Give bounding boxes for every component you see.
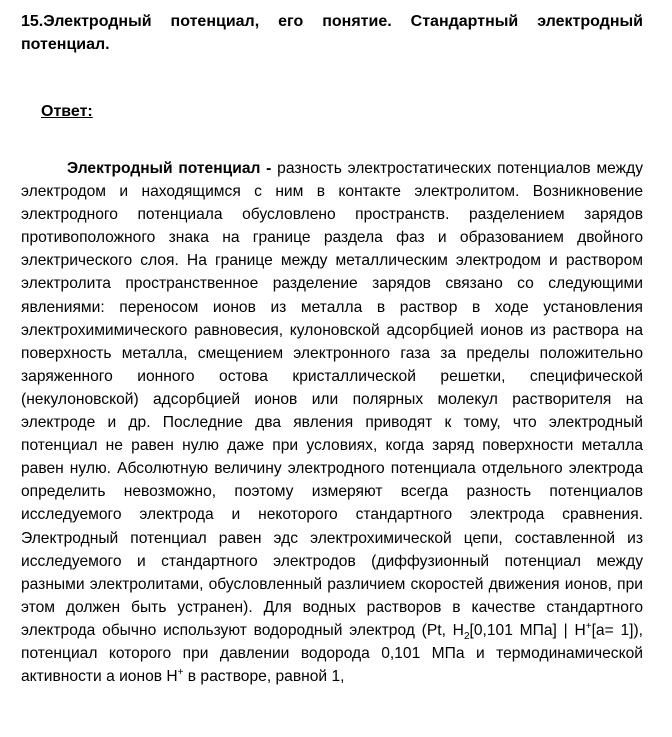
superscript-plus-2: + (177, 666, 184, 678)
superscript-plus-1: + (585, 620, 592, 632)
term-electrode-potential: Электродный потенциал - (67, 160, 272, 177)
question-heading: 15.Электродный потенциал, его понятие. Стандартный электродный потенциал. (21, 13, 643, 53)
document-page (21, 10, 643, 686)
subscript-2: 2 (463, 630, 470, 642)
paragraph-text-3: [a= 1]), потенциал которого при давлении водорода 0,101 МПа и термодинамической активности a ионов H (21, 621, 643, 686)
answer-paragraph (21, 157, 643, 688)
paragraph-text-4: в растворе, равной 1, (183, 668, 345, 686)
paragraph-text-2: [0,101 МПа] | H (469, 621, 586, 639)
answer-label: Ответ: (41, 103, 93, 120)
paragraph-text-1: разность электростатических потенциалов между электродом и находящимся с ним в контакте электролитом. Возникновение электродного потенциала обусловлено пространств. разделением зарядов противоположного знака на границе раздела фаз и образованием двойного электрического слоя. На границе между металлическим электродом и раствором электролита пространственное разделение зарядов связано со следующими явлениями: переносом ионов из металла в раствор в ходе установления электрохимимического равновесия, кулоновской адсорбцией ионов из раствора на поверхность металла, смещением электронного газа за пределы положительно заряженного ионного остова кристаллической решетки, специфической (некулоновской) адсорбцией ионов или полярных молекул растворителя на электроде и др. Последние два явления приводят к тому, что электродный потенциал не равен нулю даже при условиях, когда заряд поверхности металла равен нулю. Абсолютную величину электродного потенциала отдельного электрода определить невозможно, поэтому измеряют всегда разность потенциалов исследуемого электрода и некоторого стандартного электрода сравнения. Электродный потенциал равен эдс электрохимической цепи, составленной из исследуемого и стандартного электродов (диффузионный потенциал между разными электролитами, обусловленный различием скоростей движения ионов, при этом должен быть устранен). Для водных растворов в качестве стандартного электрода обычно используют водородный электрод (Pt, H (21, 160, 643, 639)
